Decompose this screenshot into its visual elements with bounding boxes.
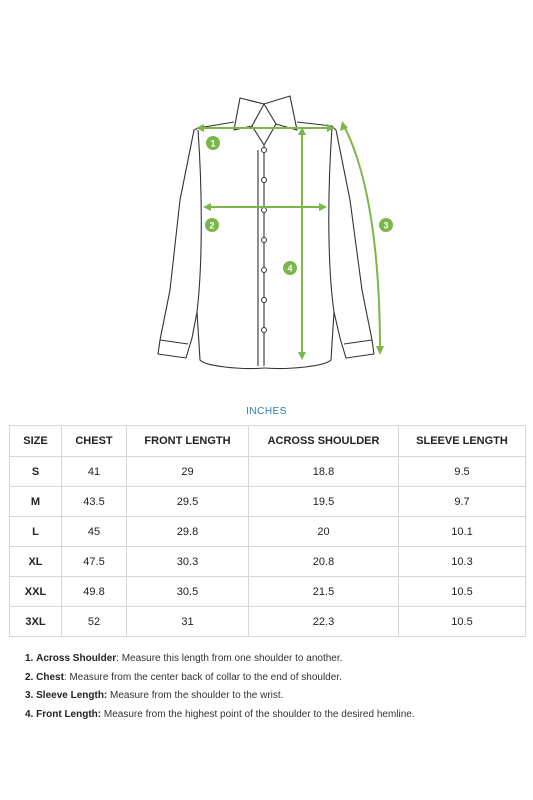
- header-across-shoulder: ACROSS SHOULDER: [249, 426, 399, 457]
- chest-cell: 41: [62, 457, 127, 487]
- size-cell: XL: [10, 547, 62, 577]
- across-shoulder-cell: 20: [249, 517, 399, 547]
- chest-cell: 45: [62, 517, 127, 547]
- marker-2-label: 2: [209, 220, 215, 231]
- front-length-cell: 29.5: [127, 487, 249, 517]
- shirt-measurement-diagram: [140, 88, 400, 378]
- header-chest: CHEST: [62, 426, 127, 457]
- note-item: [25, 650, 525, 669]
- note-number: 1.: [25, 653, 34, 664]
- measurement-markers: [205, 136, 393, 275]
- across-shoulder-cell: 21.5: [249, 577, 399, 607]
- note-item: [25, 669, 525, 688]
- size-cell: XXL: [10, 577, 62, 607]
- marker-1-label: 1: [210, 138, 216, 149]
- sleeve-length-cell: 9.5: [399, 457, 526, 487]
- sleeve-length-cell: 10.3: [399, 547, 526, 577]
- table-row: [10, 577, 526, 607]
- table-row: [10, 517, 526, 547]
- table-row: [10, 487, 526, 517]
- note-text: Measure from the highest point of the shoulder to the desired hemline.: [101, 708, 415, 720]
- size-chart-table: [9, 425, 526, 637]
- size-cell: L: [10, 517, 62, 547]
- note-text: : Measure this length from one shoulder to another.: [116, 653, 343, 664]
- note-title: Front Length:: [36, 708, 102, 720]
- note-title: Across Shoulder: [36, 653, 117, 664]
- across-shoulder-cell: 19.5: [249, 487, 399, 517]
- note-text: Measure from the shoulder to the wrist.: [107, 690, 284, 701]
- size-cell: M: [10, 487, 62, 517]
- sleeve-length-cell: 9.7: [399, 487, 526, 517]
- marker-4-label: 4: [287, 263, 293, 274]
- table-row: [10, 457, 526, 487]
- shirt-outline: [158, 96, 374, 369]
- unit-label: INCHES: [246, 406, 287, 417]
- sleeve-length-cell: 10.1: [399, 517, 526, 547]
- table-header-row: [10, 426, 526, 457]
- header-size: SIZE: [10, 426, 62, 457]
- note-title: Sleeve Length:: [36, 690, 108, 701]
- chest-cell: 47.5: [62, 547, 127, 577]
- across-shoulder-cell: 20.8: [249, 547, 399, 577]
- note-number: 4.: [25, 708, 34, 720]
- table-row: [10, 547, 526, 577]
- across-shoulder-cell: 22.3: [249, 607, 399, 637]
- note-text: : Measure from the center back of collar to the end of shoulder.: [63, 671, 342, 683]
- note-item: [25, 687, 525, 706]
- size-cell: S: [10, 457, 62, 487]
- front-length-cell: 29: [127, 457, 249, 487]
- note-number: 2.: [25, 671, 34, 683]
- chest-cell: 43.5: [62, 487, 127, 517]
- note-title: Chest: [36, 671, 64, 683]
- measurement-notes: [25, 650, 525, 724]
- front-length-cell: 30.5: [127, 577, 249, 607]
- front-length-cell: 31: [127, 607, 249, 637]
- front-length-cell: 29.8: [127, 517, 249, 547]
- sleeve-length-cell: 10.5: [399, 577, 526, 607]
- across-shoulder-cell: 18.8: [249, 457, 399, 487]
- table-row: [10, 607, 526, 637]
- chest-cell: 52: [62, 607, 127, 637]
- chest-cell: 49.8: [62, 577, 127, 607]
- header-sleeve-length: SLEEVE LENGTH: [399, 426, 526, 457]
- sleeve-length-cell: 10.5: [399, 607, 526, 637]
- note-item: [25, 706, 525, 725]
- front-length-cell: 30.3: [127, 547, 249, 577]
- marker-3-label: 3: [383, 220, 389, 231]
- note-number: 3.: [25, 690, 34, 701]
- header-front-length: FRONT LENGTH: [127, 426, 249, 457]
- size-cell: 3XL: [10, 607, 62, 637]
